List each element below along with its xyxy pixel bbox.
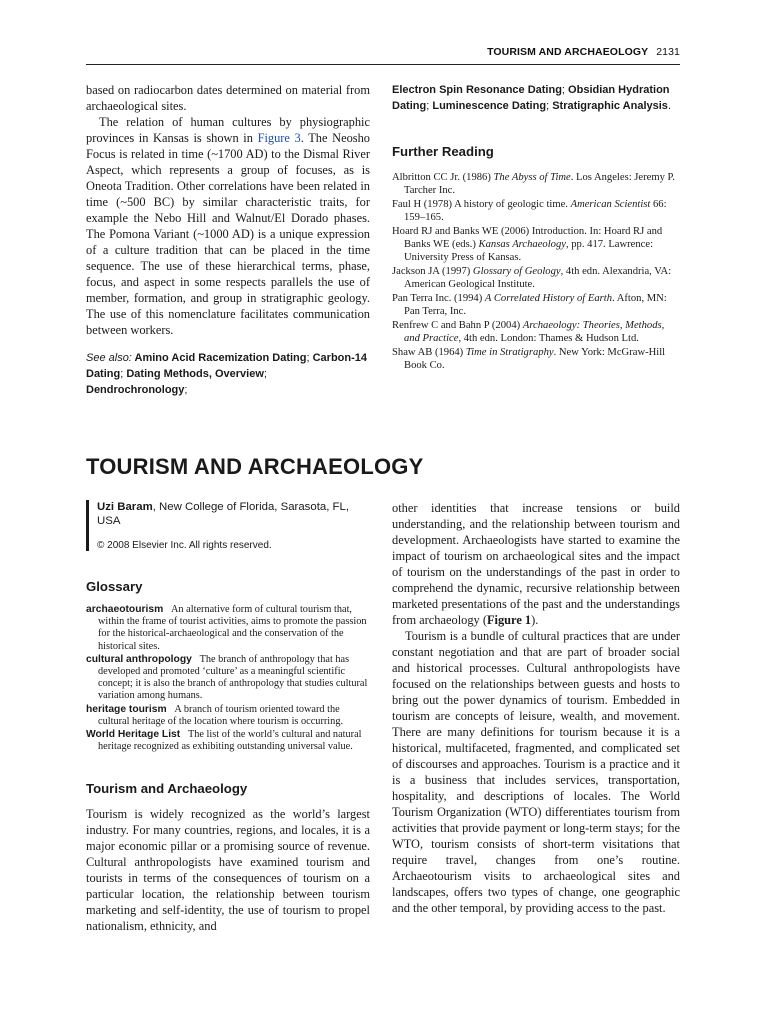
see-also-link[interactable]: Luminescence Dating	[432, 100, 547, 112]
running-head-title: TOURISM AND ARCHAEOLOGY	[487, 46, 649, 58]
glossary-definition: A branch of tourism oriented toward the cultural heritage of the location where tourism is occurring.	[98, 703, 344, 727]
glossary-definition: An alternative form of cultural tourism that, within the frame of tourist activities, aims to promote the passion for the historical-archaeological and the conservation of the historical sites.	[98, 604, 367, 652]
prev-article-paragraph-2	[86, 114, 370, 338]
running-head	[487, 46, 680, 58]
prev-article-left-column	[86, 82, 370, 398]
reference-entry: Jackson JA (1997) Glossary of Geology, 4th edn. Alexandria, VA: American Geological Institute.	[392, 265, 672, 291]
article-paragraph-continued-end: ).	[531, 613, 539, 627]
glossary-entry	[86, 654, 370, 703]
see-also-link[interactable]: Dating Methods, Overview	[126, 368, 264, 380]
see-also-link[interactable]: Stratigraphic Analysis	[552, 100, 668, 112]
prev-article-right-column	[392, 82, 680, 373]
reference-entry: Renfrew C and Bahn P (2004) Archaeology: Theories, Methods, and Practice, 4th edn. London: Thames & Hudson Ltd.	[392, 319, 665, 344]
page-number: 2131	[656, 46, 680, 58]
glossary-term: World Heritage List	[86, 729, 181, 741]
article-paragraph-continued	[392, 500, 680, 628]
reference-entry: Pan Terra Inc. (1994) A Correlated History of Earth. Afton, MN: Pan Terra, Inc.	[392, 292, 667, 318]
figure-1-link[interactable]: Figure 1	[486, 613, 532, 627]
prev-article-paragraph-2-text: The relation of human cultures by physiographic provinces in Kansas is shown in	[86, 115, 370, 145]
glossary-term: cultural anthropology	[86, 653, 192, 665]
glossary-definition: The branch of anthropology that has developed and promoted ‘culture’ as a meaningful scientific concept; it is also the branch of anthropology that studies cultural variation among humans.	[98, 653, 368, 702]
see-also-continued: Electron Spin Resonance Dating; Obsidian Hydration Dating; Luminescence Dating; Stratigraphic Analysis.	[392, 84, 671, 112]
author-name: Uzi Baram	[97, 501, 153, 513]
header-rule	[86, 64, 680, 65]
glossary-term: heritage tourism	[86, 703, 167, 715]
reference-entry: Shaw AB (1964) Time in Stratigraphy. New York: McGraw-Hill Book Co.	[392, 346, 666, 371]
glossary-list	[86, 604, 370, 753]
figure-3-link[interactable]: Figure 3	[257, 131, 301, 145]
prev-article-paragraph-1: based on radiocarbon dates determined on material from archaeological sites.	[86, 83, 370, 113]
author-block	[86, 500, 370, 551]
reference-entry: Albritton CC Jr. (1986) The Abyss of Time. Los Angeles: Jeremy P. Tarcher Inc.	[392, 172, 675, 197]
see-also: See also: Amino Acid Racemization Dating; Carbon-14 Dating; Dating Methods, Overview; Dendrochronology;	[86, 352, 368, 396]
see-also-label: See also:	[86, 352, 132, 364]
glossary-term: archaeotourism	[86, 604, 164, 615]
see-also-link[interactable]: Dendrochronology	[86, 384, 185, 396]
author-line	[97, 500, 370, 528]
further-reading-heading: Further Reading	[392, 144, 494, 159]
see-also-link[interactable]: Obsidian Hydration Dating	[392, 84, 670, 112]
copyright-notice: © 2008 Elsevier Inc. All rights reserved.	[97, 540, 272, 551]
further-reading-list	[392, 171, 680, 372]
see-also-link[interactable]: Electron Spin Resonance Dating	[392, 84, 562, 96]
prev-article-paragraph-2-rest: . The Neosho Focus is related in time (~1700 AD) to the Dismal River Aspect, which represents a group of focuses, as is Oneota Tradition. Other correlations have been related in time (~500 BC) by similar characteristic traits, for example the Nebo Hill and Walnut/El Dorado phases. The Pomona Variant (~1000 AD) is a unique expression of a culture tradition that can be placed in the time sequence. The use of these hierarchical terms, phase, focus, and aspect in some respects parallels the use of member, formation, and group in stratigraphic geology. The use of this nomenclature facilitates communication between workers.	[86, 131, 370, 337]
reference-entry: Hoard RJ and Banks WE (2006) Introduction. In: Hoard RJ and Banks WE (eds.) Kansas Archaeology, pp. 417. Lawrence: University Press of Kansas.	[392, 225, 663, 264]
see-also-link[interactable]: Amino Acid Racemization Dating	[134, 352, 307, 364]
article-paragraph-2: Tourism is a bundle of cultural practices that are under constant negotiation and that are part of broader social and historical processes. Cultural anthropologists have focused on the relationships between guests and hosts to bring out the power dynamics of tourism. Embedded in tourism are concepts of leisure, wealth, and movement. There are many definitions for tourism because it is a historical, multifaceted, fragmented, and complicated set of discourses and approaches. Tourism is a practice and it is a business that includes services, transportation, hospitality, and descriptions of locales. The World Tourism Organization (WTO) differentiates tourism from activities that provide payment or long-term stays; for the WTO, tourism consists of short-term visitations that require travel, changes from one’s routine. Archaeotourism visits to archaeological sites and landscapes, offers two types of change, one geographic and the other temporal, by providing access to the past.	[392, 629, 680, 915]
author-affiliation: , New College of Florida, Sarasota, FL, USA	[97, 501, 349, 527]
glossary-entry	[86, 604, 370, 653]
article-left-column	[86, 500, 370, 934]
see-also-link[interactable]: Carbon-14 Dating	[86, 352, 368, 380]
article-paragraph-continued-text: other identities that increase tensions or build understanding, and the relationship between tourism and development. Archaeologists have started to examine the impact of tourism on archaeological sites and the impact of tourism on the understandings of the past in order to comprehend the dynamic, recursive relationship between marketed presentations of the past and the understandings from archaeology (	[392, 501, 680, 627]
article-right-column	[392, 500, 680, 916]
reference-entry: Faul H (1978) A history of geologic time. American Scientist 66: 159–165.	[392, 198, 667, 224]
article-title: TOURISM AND ARCHAEOLOGY	[86, 454, 424, 479]
glossary-heading: Glossary	[86, 579, 143, 594]
section-paragraph-1: Tourism is widely recognized as the world’s largest industry. For many countries, regions, and locales, it is a major economic pillar or a promising source of revenue. Cultural anthropologists have examined tourism and tourists in terms of the consequences of tourism on a particular location, the relationship between tourism marketing and self-identity, the use of tourism to propel nationalism, ethnicity, and	[86, 807, 370, 934]
section-heading: Tourism and Archaeology	[86, 781, 248, 797]
glossary-entry	[86, 704, 370, 728]
glossary-definition: The list of the world’s cultural and natural heritage recognized as exhibiting outstanding universal value.	[98, 729, 362, 753]
glossary-entry	[86, 729, 370, 753]
